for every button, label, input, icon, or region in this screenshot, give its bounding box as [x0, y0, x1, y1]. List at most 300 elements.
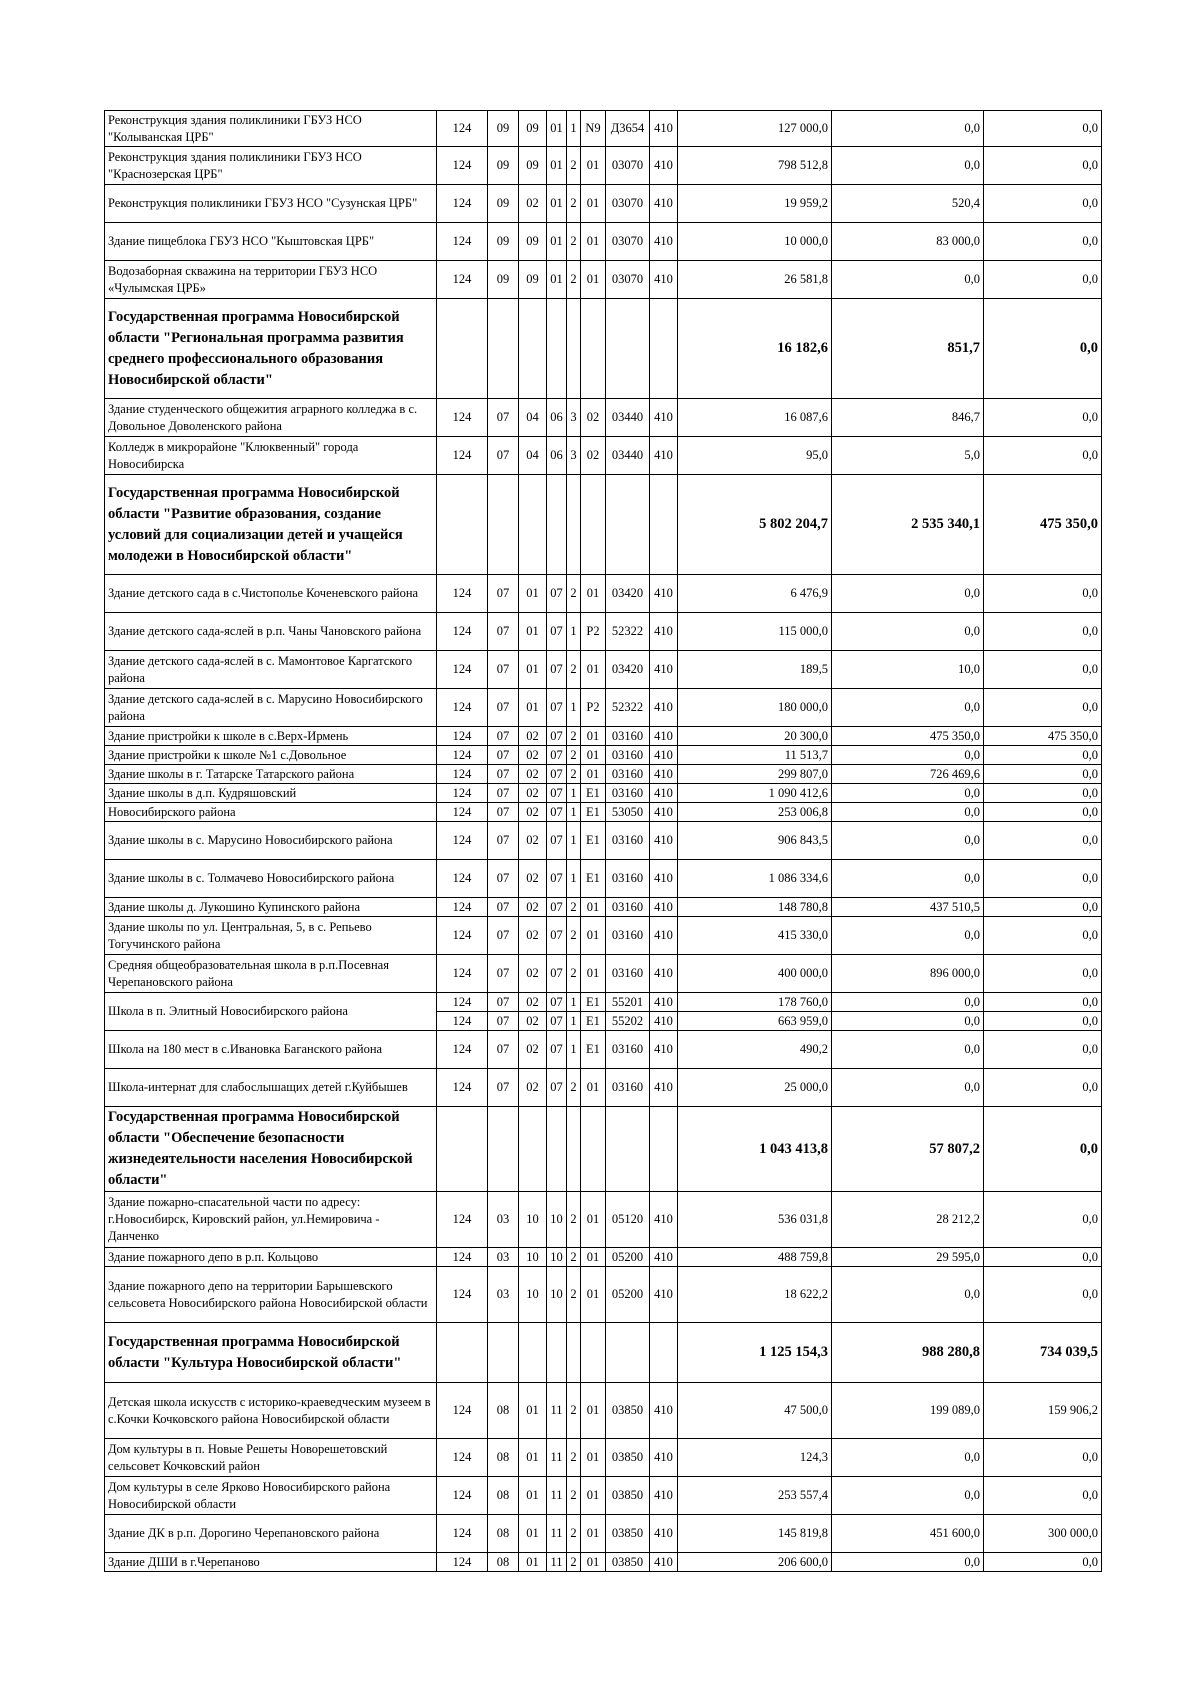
amount-year-3: 0,0 [984, 784, 1102, 803]
amount-year-1: 18 622,2 [678, 1267, 832, 1323]
direction-code: 03160 [606, 955, 650, 993]
program-row [105, 475, 1102, 575]
section-code: 07 [488, 727, 519, 746]
amount-year-2: 0,0 [832, 822, 984, 860]
amount-year-2: 726 469,6 [832, 765, 984, 784]
amount-year-1: 180 000,0 [678, 689, 832, 727]
program-code: 06 [547, 399, 567, 437]
amount-year-3: 0,0 [984, 261, 1102, 299]
section-code [488, 1107, 519, 1192]
object-name: Школа на 180 мест в с.Ивановка Баганского района [105, 1031, 437, 1069]
event-code: 01 [581, 1248, 606, 1267]
ministry-code: 124 [437, 1031, 488, 1069]
object-name: Здание пристройки к школе №1 с.Довольное [105, 746, 437, 765]
section-code: 07 [488, 822, 519, 860]
section-code: 07 [488, 689, 519, 727]
expense-type-code: 410 [650, 1383, 678, 1439]
subsection-code: 10 [519, 1192, 547, 1248]
section-code: 07 [488, 917, 519, 955]
amount-year-3: 0,0 [984, 147, 1102, 185]
table-row [105, 689, 1102, 727]
subsection-code: 10 [519, 1248, 547, 1267]
amount-year-2: 10,0 [832, 651, 984, 689]
section-code: 09 [488, 223, 519, 261]
amount-year-3: 0,0 [984, 822, 1102, 860]
object-name: Реконструкция поликлиники ГБУЗ НСО "Сузунская ЦРБ" [105, 185, 437, 223]
amount-year-2: 988 280,8 [832, 1323, 984, 1383]
ministry-code: 124 [437, 1477, 488, 1515]
amount-year-3: 0,0 [984, 399, 1102, 437]
expense-type-code: 410 [650, 1012, 678, 1031]
subsection-code: 09 [519, 111, 547, 147]
amount-year-3: 0,0 [984, 1267, 1102, 1323]
subsection-code: 02 [519, 1069, 547, 1107]
event-code [581, 1107, 606, 1192]
section-code: 03 [488, 1248, 519, 1267]
program-code: 07 [547, 784, 567, 803]
direction-code: 03160 [606, 746, 650, 765]
ministry-code: 124 [437, 1383, 488, 1439]
ministry-code: 124 [437, 1267, 488, 1323]
amount-year-2: 28 212,2 [832, 1192, 984, 1248]
expense-type-code: 410 [650, 1267, 678, 1323]
ministry-code: 124 [437, 1515, 488, 1553]
amount-year-1: 663 959,0 [678, 1012, 832, 1031]
amount-year-1: 490,2 [678, 1031, 832, 1069]
direction-code: 03850 [606, 1515, 650, 1553]
subsection-code: 02 [519, 898, 547, 917]
object-name: Здание ДК в р.п. Дорогино Черепановского района [105, 1515, 437, 1553]
amount-year-1: 47 500,0 [678, 1383, 832, 1439]
subsection-code: 02 [519, 1031, 547, 1069]
direction-code: 55202 [606, 1012, 650, 1031]
direction-code: 03160 [606, 1031, 650, 1069]
object-name: Здание студенческого общежития аграрного колледжа в с. Довольное Доволенского района [105, 399, 437, 437]
amount-year-1: 400 000,0 [678, 955, 832, 993]
subprogram-code [567, 475, 581, 575]
subsection-code: 02 [519, 917, 547, 955]
amount-year-2: 0,0 [832, 613, 984, 651]
amount-year-2: 437 510,5 [832, 898, 984, 917]
amount-year-1: 189,5 [678, 651, 832, 689]
program-code: 07 [547, 765, 567, 784]
event-code: 01 [581, 898, 606, 917]
table-row [105, 651, 1102, 689]
subprogram-code: 2 [567, 651, 581, 689]
table-row [105, 1553, 1102, 1572]
subprogram-code: 2 [567, 727, 581, 746]
amount-year-1: 1 043 413,8 [678, 1107, 832, 1192]
event-code: 01 [581, 223, 606, 261]
object-name: Здание пожарного депо на территории Барышевского сельсовета Новосибирского района Новосибирской области [105, 1267, 437, 1323]
ministry-code: 124 [437, 399, 488, 437]
direction-code [606, 1323, 650, 1383]
direction-code: 03070 [606, 223, 650, 261]
amount-year-1: 1 086 334,6 [678, 860, 832, 898]
amount-year-1: 6 476,9 [678, 575, 832, 613]
expense-type-code: 410 [650, 1439, 678, 1477]
expense-type-code: 410 [650, 1248, 678, 1267]
program-row [105, 1107, 1102, 1192]
program-code: 07 [547, 1012, 567, 1031]
subprogram-code: 2 [567, 746, 581, 765]
ministry-code: 124 [437, 955, 488, 993]
subprogram-code: 1 [567, 993, 581, 1012]
section-code: 07 [488, 746, 519, 765]
amount-year-2: 0,0 [832, 575, 984, 613]
amount-year-2: 0,0 [832, 993, 984, 1012]
expense-type-code: 410 [650, 803, 678, 822]
event-code: 01 [581, 651, 606, 689]
section-code: 07 [488, 784, 519, 803]
subsection-code: 02 [519, 746, 547, 765]
program-code: 07 [547, 917, 567, 955]
amount-year-1: 11 513,7 [678, 746, 832, 765]
event-code: E1 [581, 1012, 606, 1031]
table-row [105, 1383, 1102, 1439]
subprogram-code: 3 [567, 437, 581, 475]
amount-year-3: 0,0 [984, 1477, 1102, 1515]
section-code: 07 [488, 1012, 519, 1031]
section-code: 07 [488, 613, 519, 651]
expense-type-code: 410 [650, 993, 678, 1012]
object-name: Здание детского сада-яслей в р.п. Чаны Чановского района [105, 613, 437, 651]
amount-year-2: 846,7 [832, 399, 984, 437]
amount-year-3: 0,0 [984, 993, 1102, 1012]
expense-type-code: 410 [650, 223, 678, 261]
object-name: Здание школы в д.п. Кудряшовский [105, 784, 437, 803]
event-code: 01 [581, 917, 606, 955]
program-name: Государственная программа Новосибирской области "Региональная программа развития среднего профессионального образования Новосибирской области" [105, 299, 437, 399]
budget-table-body [105, 111, 1102, 1572]
subsection-code: 01 [519, 613, 547, 651]
event-code: 01 [581, 575, 606, 613]
event-code: N9 [581, 111, 606, 147]
event-code [581, 1323, 606, 1383]
program-code: 07 [547, 1031, 567, 1069]
object-name: Здание детского сада-яслей в с. Марусино Новосибирского района [105, 689, 437, 727]
amount-year-1: 148 780,8 [678, 898, 832, 917]
ministry-code: 124 [437, 437, 488, 475]
amount-year-1: 299 807,0 [678, 765, 832, 784]
event-code: 01 [581, 1553, 606, 1572]
ministry-code: 124 [437, 575, 488, 613]
event-code: 01 [581, 1192, 606, 1248]
event-code: E1 [581, 803, 606, 822]
amount-year-2: 0,0 [832, 1031, 984, 1069]
object-name: Дом культуры в п. Новые Решеты Новорешетовский сельсовет Кочковский район [105, 1439, 437, 1477]
subprogram-code: 2 [567, 917, 581, 955]
section-code: 07 [488, 437, 519, 475]
ministry-code: 124 [437, 1192, 488, 1248]
amount-year-1: 115 000,0 [678, 613, 832, 651]
event-code: 01 [581, 1267, 606, 1323]
amount-year-3: 0,0 [984, 1031, 1102, 1069]
expense-type-code: 410 [650, 185, 678, 223]
section-code: 07 [488, 399, 519, 437]
table-row [105, 575, 1102, 613]
amount-year-2: 520,4 [832, 185, 984, 223]
section-code [488, 475, 519, 575]
direction-code: 03160 [606, 898, 650, 917]
expense-type-code: 410 [650, 822, 678, 860]
program-name: Государственная программа Новосибирской области "Развитие образования, создание условий для социализации детей и учащейся молодежи в Новосибирской области" [105, 475, 437, 575]
section-code: 07 [488, 898, 519, 917]
object-name: Здание школы в с. Толмачево Новосибирского района [105, 860, 437, 898]
amount-year-3: 0,0 [984, 1439, 1102, 1477]
amount-year-2: 0,0 [832, 147, 984, 185]
amount-year-2: 896 000,0 [832, 955, 984, 993]
program-code: 07 [547, 613, 567, 651]
amount-year-1: 536 031,8 [678, 1192, 832, 1248]
event-code: E1 [581, 1031, 606, 1069]
amount-year-2: 5,0 [832, 437, 984, 475]
ministry-code: 124 [437, 917, 488, 955]
program-code: 07 [547, 898, 567, 917]
direction-code: 52322 [606, 689, 650, 727]
amount-year-3: 475 350,0 [984, 727, 1102, 746]
subprogram-code: 1 [567, 689, 581, 727]
subsection-code: 01 [519, 575, 547, 613]
amount-year-3: 300 000,0 [984, 1515, 1102, 1553]
subprogram-code: 2 [567, 261, 581, 299]
table-row [105, 399, 1102, 437]
amount-year-3: 0,0 [984, 223, 1102, 261]
direction-code: 03160 [606, 1069, 650, 1107]
event-code: 02 [581, 437, 606, 475]
expense-type-code: 410 [650, 1192, 678, 1248]
direction-code: 03440 [606, 437, 650, 475]
program-code: 07 [547, 727, 567, 746]
subsection-code: 02 [519, 185, 547, 223]
amount-year-3: 475 350,0 [984, 475, 1102, 575]
program-name: Государственная программа Новосибирской области "Обеспечение безопасности жизнедеятельности населения Новосибирской области" [105, 1107, 437, 1192]
amount-year-1: 206 600,0 [678, 1553, 832, 1572]
program-code: 01 [547, 111, 567, 147]
amount-year-2: 199 089,0 [832, 1383, 984, 1439]
subprogram-code: 1 [567, 1012, 581, 1031]
table-row [105, 1192, 1102, 1248]
object-name: Новосибирского района [105, 803, 437, 822]
amount-year-1: 415 330,0 [678, 917, 832, 955]
program-code: 07 [547, 993, 567, 1012]
program-code: 07 [547, 689, 567, 727]
expense-type-code: 410 [650, 917, 678, 955]
event-code: 01 [581, 1477, 606, 1515]
program-code: 07 [547, 860, 567, 898]
amount-year-1: 1 125 154,3 [678, 1323, 832, 1383]
amount-year-3: 0,0 [984, 111, 1102, 147]
amount-year-2: 2 535 340,1 [832, 475, 984, 575]
table-row [105, 955, 1102, 993]
ministry-code: 124 [437, 746, 488, 765]
amount-year-2: 475 350,0 [832, 727, 984, 746]
amount-year-1: 906 843,5 [678, 822, 832, 860]
expense-type-code: 410 [650, 898, 678, 917]
table-row [105, 1248, 1102, 1267]
table-row [105, 746, 1102, 765]
program-code: 10 [547, 1192, 567, 1248]
amount-year-3: 0,0 [984, 1248, 1102, 1267]
event-code: 01 [581, 185, 606, 223]
event-code: 02 [581, 399, 606, 437]
section-code: 09 [488, 185, 519, 223]
subsection-code: 10 [519, 1267, 547, 1323]
ministry-code: 124 [437, 1553, 488, 1572]
amount-year-2: 0,0 [832, 784, 984, 803]
subsection-code: 02 [519, 727, 547, 746]
event-code: 01 [581, 955, 606, 993]
ministry-code: 124 [437, 803, 488, 822]
amount-year-1: 16 087,6 [678, 399, 832, 437]
ministry-code: 124 [437, 765, 488, 784]
expense-type-code: 410 [650, 1069, 678, 1107]
amount-year-1: 5 802 204,7 [678, 475, 832, 575]
direction-code: 52322 [606, 613, 650, 651]
amount-year-3: 0,0 [984, 746, 1102, 765]
ministry-code: 124 [437, 822, 488, 860]
amount-year-3: 0,0 [984, 437, 1102, 475]
subsection-code [519, 299, 547, 399]
amount-year-1: 19 959,2 [678, 185, 832, 223]
section-code: 07 [488, 575, 519, 613]
amount-year-3: 0,0 [984, 803, 1102, 822]
object-name: Здание пристройки к школе в с.Верх-Ирмень [105, 727, 437, 746]
direction-code: 03160 [606, 822, 650, 860]
amount-year-2: 0,0 [832, 261, 984, 299]
section-code: 07 [488, 993, 519, 1012]
amount-year-2: 0,0 [832, 860, 984, 898]
table-row [105, 1031, 1102, 1069]
subsection-code [519, 1323, 547, 1383]
direction-code: 03160 [606, 917, 650, 955]
amount-year-1: 127 000,0 [678, 111, 832, 147]
subprogram-code: 2 [567, 223, 581, 261]
amount-year-3: 734 039,5 [984, 1323, 1102, 1383]
program-code: 07 [547, 651, 567, 689]
program-code: 07 [547, 955, 567, 993]
amount-year-3: 0,0 [984, 689, 1102, 727]
ministry-code: 124 [437, 185, 488, 223]
amount-year-2: 851,7 [832, 299, 984, 399]
event-code: 01 [581, 765, 606, 784]
event-code [581, 299, 606, 399]
amount-year-2: 57 807,2 [832, 1107, 984, 1192]
amount-year-1: 488 759,8 [678, 1248, 832, 1267]
subsection-code: 04 [519, 399, 547, 437]
section-code: 07 [488, 1069, 519, 1107]
amount-year-2: 451 600,0 [832, 1515, 984, 1553]
table-row [105, 1267, 1102, 1323]
table-row [105, 147, 1102, 185]
expense-type-code [650, 1107, 678, 1192]
amount-year-1: 95,0 [678, 437, 832, 475]
expense-type-code: 410 [650, 437, 678, 475]
subsection-code: 02 [519, 822, 547, 860]
amount-year-2: 0,0 [832, 111, 984, 147]
event-code: E1 [581, 822, 606, 860]
amount-year-2: 0,0 [832, 746, 984, 765]
object-name: Здание школы в г. Татарске Татарского района [105, 765, 437, 784]
program-code: 06 [547, 437, 567, 475]
amount-year-3: 0,0 [984, 860, 1102, 898]
subsection-code: 01 [519, 651, 547, 689]
program-code: 07 [547, 1069, 567, 1107]
ministry-code [437, 475, 488, 575]
ministry-code: 124 [437, 784, 488, 803]
expense-type-code: 410 [650, 111, 678, 147]
table-row [105, 822, 1102, 860]
program-code [547, 1107, 567, 1192]
event-code: P2 [581, 689, 606, 727]
subsection-code: 09 [519, 261, 547, 299]
amount-year-3: 0,0 [984, 1069, 1102, 1107]
amount-year-2: 0,0 [832, 1553, 984, 1572]
amount-year-1: 145 819,8 [678, 1515, 832, 1553]
object-name: Дом культуры в селе Ярково Новосибирского района Новосибирской области [105, 1477, 437, 1515]
amount-year-2: 0,0 [832, 689, 984, 727]
section-code: 07 [488, 955, 519, 993]
amount-year-2: 0,0 [832, 1267, 984, 1323]
ministry-code: 124 [437, 1012, 488, 1031]
direction-code: 03420 [606, 651, 650, 689]
amount-year-2: 0,0 [832, 1477, 984, 1515]
table-row [105, 784, 1102, 803]
amount-year-3: 0,0 [984, 765, 1102, 784]
subsection-code: 01 [519, 689, 547, 727]
direction-code [606, 475, 650, 575]
ministry-code: 124 [437, 898, 488, 917]
subsection-code: 02 [519, 955, 547, 993]
event-code: 01 [581, 746, 606, 765]
program-code [547, 299, 567, 399]
section-code: 08 [488, 1439, 519, 1477]
object-name: Школа в п. Элитный Новосибирского района [105, 993, 437, 1031]
subsection-code: 02 [519, 803, 547, 822]
object-name: Здание детского сада в с.Чистополье Коченевского района [105, 575, 437, 613]
subprogram-code: 1 [567, 111, 581, 147]
subprogram-code: 2 [567, 898, 581, 917]
expense-type-code: 410 [650, 860, 678, 898]
expense-type-code: 410 [650, 746, 678, 765]
table-row [105, 1515, 1102, 1553]
expense-type-code: 410 [650, 399, 678, 437]
direction-code [606, 1107, 650, 1192]
section-code: 09 [488, 261, 519, 299]
expense-type-code: 410 [650, 955, 678, 993]
amount-year-1: 798 512,8 [678, 147, 832, 185]
section-code: 08 [488, 1553, 519, 1572]
expense-type-code: 410 [650, 261, 678, 299]
subsection-code: 02 [519, 1012, 547, 1031]
event-code: 01 [581, 1439, 606, 1477]
amount-year-3: 159 906,2 [984, 1383, 1102, 1439]
amount-year-2: 0,0 [832, 803, 984, 822]
section-code: 03 [488, 1267, 519, 1323]
direction-code: 03850 [606, 1553, 650, 1572]
subsection-code: 09 [519, 147, 547, 185]
program-code: 07 [547, 575, 567, 613]
amount-year-3: 0,0 [984, 613, 1102, 651]
section-code [488, 299, 519, 399]
ministry-code [437, 1107, 488, 1192]
object-name: Здание ДШИ в г.Черепаново [105, 1553, 437, 1572]
ministry-code: 124 [437, 689, 488, 727]
object-name: Здание детского сада-яслей в с. Мамонтовое Каргатского района [105, 651, 437, 689]
section-code: 07 [488, 803, 519, 822]
direction-code: 03160 [606, 727, 650, 746]
section-code: 07 [488, 860, 519, 898]
